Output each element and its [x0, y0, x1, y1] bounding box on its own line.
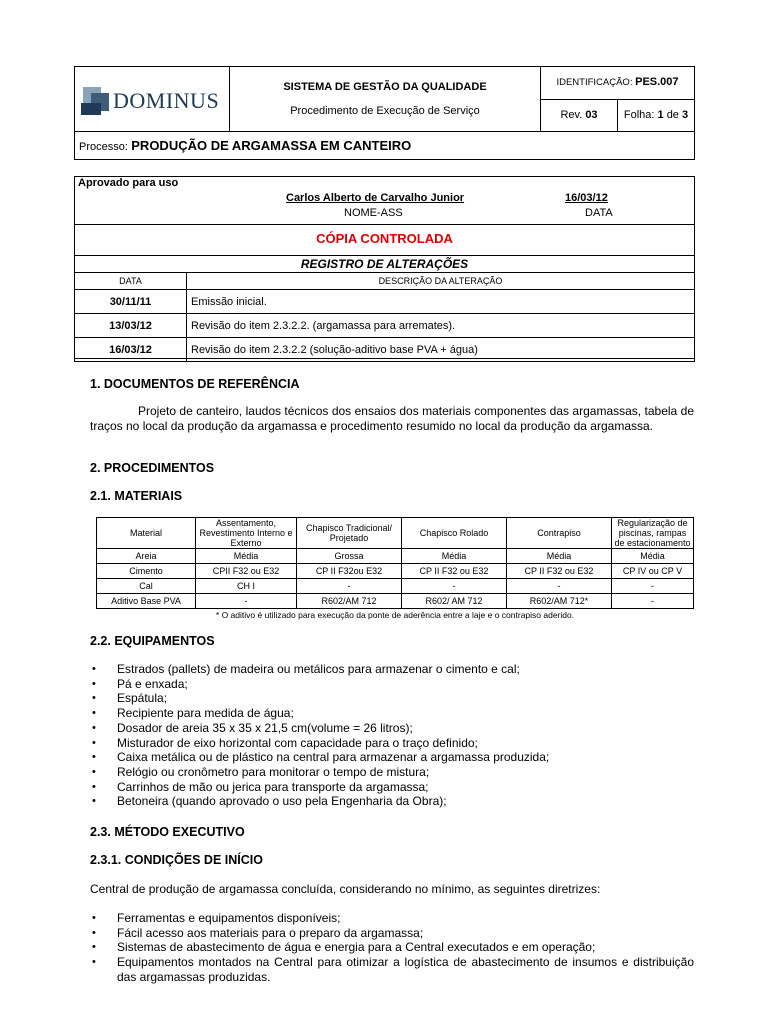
table-row — [97, 549, 694, 564]
history-desc: Revisão do item 2.3.2.2 (solução-aditivo base PVA + água) — [187, 338, 695, 362]
section-2-3-1-title: 2.3.1. CONDIÇÕES DE INÍCIO — [90, 853, 263, 867]
mat-cell: CP II F32 ou E32 — [402, 564, 507, 579]
mat-cell: Média — [402, 549, 507, 564]
list-item: • Estrados (pallets) de madeira ou metálicos para armazenar o cimento e cal; — [90, 662, 694, 677]
rev-label: Rev. — [560, 109, 583, 121]
section-2-3-title: 2.3. MÉTODO EXECUTIVO — [90, 825, 245, 839]
mat-cell: - — [612, 579, 694, 594]
approval-block — [74, 176, 695, 359]
history-date: 30/11/11 — [75, 290, 187, 314]
mat-cell: Aditivo Base PVA — [97, 594, 196, 609]
mat-header: Assentamento, Revestimento Interno e Externo — [196, 518, 297, 549]
processo-label: Processo: — [79, 141, 128, 153]
list-item: • Fácil acesso aos materiais para o preparo da argamassa; — [90, 926, 694, 941]
mat-cell: CH I — [196, 579, 297, 594]
mat-cell: Média — [507, 549, 612, 564]
approval-label: Aprovado para uso — [78, 177, 179, 189]
history-col-date: DATA — [75, 273, 187, 290]
list-item: • Caixa metálica ou de plástico na central para armazenar a argamassa produzida; — [90, 750, 694, 765]
table-row — [75, 290, 695, 314]
list-item: • Pá e enxada; — [90, 677, 694, 692]
id-value: PES.007 — [635, 76, 679, 88]
mat-cell: - — [507, 579, 612, 594]
logo-text: DOMINUS — [113, 88, 220, 113]
mat-cell: CP II F32 ou E32 — [507, 564, 612, 579]
mat-header: Contrapiso — [507, 518, 612, 549]
list-item: • Dosador de areia 35 x 35 x 21,5 cm(volume = 26 litros); — [90, 721, 694, 736]
mat-cell: - — [402, 579, 507, 594]
date-caption: DATA — [585, 207, 613, 219]
folha-of: de — [666, 109, 679, 121]
id-label: IDENTIFICAÇÃO: — [556, 77, 633, 88]
table-row — [97, 564, 694, 579]
table-row — [97, 594, 694, 609]
mat-cell: Cimento — [97, 564, 196, 579]
history-title: REGISTRO DE ALTERAÇÕES — [300, 257, 469, 271]
mat-cell: CP IV ou CP V — [612, 564, 694, 579]
section-2-title: 2. PROCEDIMENTOS — [90, 461, 215, 475]
mat-header: Chapisco Tradicional/ Projetado — [297, 518, 402, 549]
section-1-title: 1. DOCUMENTOS DE REFERÊNCIA — [90, 377, 300, 391]
mat-cell: CPII F32 ou E32 — [196, 564, 297, 579]
mat-cell: CP II F32ou E32 — [297, 564, 402, 579]
mat-header: Chapisco Rolado — [402, 518, 507, 549]
document-header — [74, 66, 695, 160]
equipment-list — [90, 662, 694, 809]
folha-value: 1 — [657, 109, 664, 121]
controlled-copy-label: CÓPIA CONTROLADA — [316, 231, 453, 246]
mat-cell: R602/AM 712 — [297, 594, 402, 609]
list-item: • Espátula; — [90, 691, 694, 706]
mat-cell: - — [196, 594, 297, 609]
mat-cell: Média — [612, 549, 694, 564]
history-desc: Emissão inicial. — [187, 290, 695, 314]
mat-cell: Grossa — [297, 549, 402, 564]
mat-header: Regularização de piscinas, rampas de estacionamento — [612, 518, 694, 549]
rev-value: 03 — [585, 109, 598, 121]
list-item: • Betoneira (quando aprovado o uso pela Engenharia da Obra); — [90, 794, 694, 809]
materials-table — [96, 517, 694, 609]
logo — [75, 67, 230, 132]
list-item: • Relógio ou cronômetro para monitorar o tempo de mistura; — [90, 765, 694, 780]
history-desc: Revisão do item 2.3.2.2. (argamassa para arremates). — [187, 314, 695, 338]
list-item: • Misturador de eixo horizontal com capacidade para o traço definido; — [90, 736, 694, 751]
section-2-1-title: 2.1. MATERIAIS — [90, 489, 183, 503]
materials-note: * O aditivo é utilizado para execução da ponte de aderência entre a laje e o contrapiso aderido. — [215, 610, 575, 620]
section-2-2-title: 2.2. EQUIPAMENTOS — [90, 634, 215, 648]
mat-cell: R602/ AM 712 — [402, 594, 507, 609]
list-item: • Carrinhos de mão ou jerica para transporte da argamassa; — [90, 780, 694, 795]
list-item: • Equipamentos montados na Central para otimizar a logística de abastecimento de insumos e distribuição das argamassas produzidas. — [90, 955, 694, 984]
conditions-list — [90, 911, 694, 985]
mat-cell: Média — [196, 549, 297, 564]
mat-cell: R602/AM 712* — [507, 594, 612, 609]
name-caption: NOME-ASS — [344, 207, 403, 219]
section-1-text: Projeto de canteiro, laudos técnicos dos ensaios dos materiais componentes das argamassas, tabela de traços no local da produção da argamassa e procedimento resumido no local da produção da argamassa. — [90, 404, 694, 433]
table-row — [97, 579, 694, 594]
list-item: • Ferramentas e equipamentos disponíveis; — [90, 911, 694, 926]
folha-label: Folha: — [623, 109, 655, 121]
history-table — [74, 272, 695, 362]
approval-date: 16/03/12 — [565, 192, 608, 204]
mat-header: Material — [97, 518, 196, 549]
mat-cell: Areia — [97, 549, 196, 564]
system-title: SISTEMA DE GESTÃO DA QUALIDADE — [283, 81, 487, 93]
history-col-desc: DESCRIÇÃO DA ALTERAÇÃO — [187, 273, 695, 290]
list-item: • Recipiente para medida de água; — [90, 706, 694, 721]
approver-name: Carlos Alberto de Carvalho Junior — [286, 192, 465, 204]
table-row — [75, 314, 695, 338]
folha-total: 3 — [682, 109, 689, 121]
history-date: 13/03/12 — [75, 314, 187, 338]
list-item: • Sistemas de abastecimento de água e energia para a Central executados e em operação; — [90, 940, 694, 955]
processo-value: PRODUÇÃO DE ARGAMASSA EM CANTEIRO — [131, 138, 412, 153]
mat-cell: - — [297, 579, 402, 594]
subtitle: Procedimento de Execução de Serviço — [290, 105, 480, 117]
table-row — [75, 338, 695, 362]
mat-cell: - — [612, 594, 694, 609]
section-2-3-1-intro: Central de produção de argamassa concluída, considerando no mínimo, as seguintes diretrizes: — [90, 882, 601, 896]
history-date: 16/03/12 — [75, 338, 187, 362]
mat-cell: Cal — [97, 579, 196, 594]
